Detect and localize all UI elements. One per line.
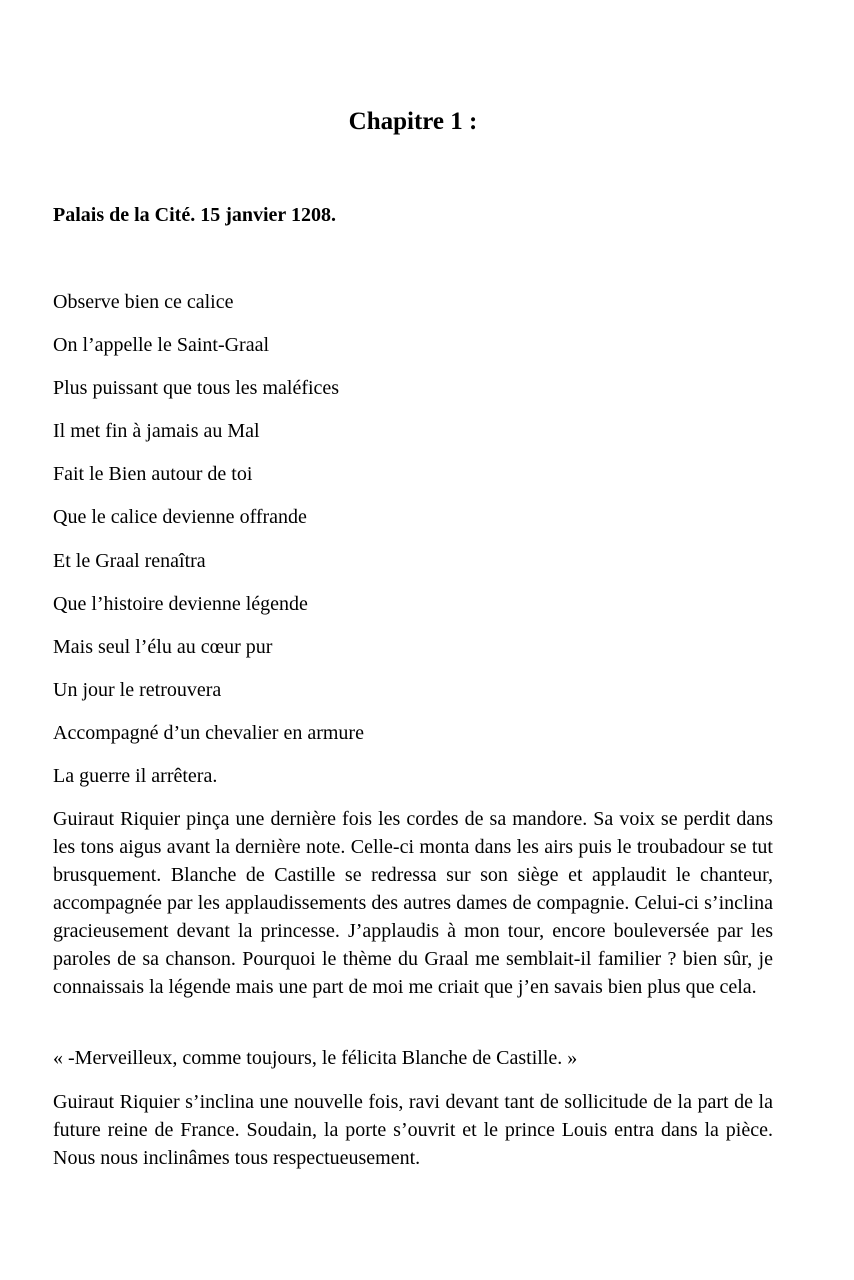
song-line: Il met fin à jamais au Mal [53,420,260,443]
song-line: Que l’histoire devienne légende [53,592,308,615]
song-line: Plus puissant que tous les maléfices [53,377,340,400]
song-line: La guerre il arrêtera. [53,765,218,788]
song-line: Et le Graal renaîtra [53,549,206,572]
song-line: Fait le Bien autour de toi [53,463,253,486]
paragraph: Guiraut Riquier pinça une dernière fois les cordes de sa mandore. Sa voix se perdit dans les tons aigus avant la dernière note. Celle-ci monta dans les airs puis le troubadour se tut brusquement. Blanche de Castille se redressa sur son siège et applaudit le chanteur, accompagnée par les applaudissements des autres dames de compagnie. Celui-ci s’inclina gracieusement devant la princesse. J’applaudis à mon tour, encore bouleversée par les paroles de sa chanson. Pourquoi le thème du Graal me semblait-il familier ? bien sûr, je connaissais la légende mais une part de moi me criait que j’en savais bien plus que cela. [53,808,773,998]
song-line: Mais seul l’élu au cœur pur [53,635,273,658]
song-line: Un jour le retrouvera [53,678,222,701]
paragraph: Guiraut Riquier s’inclina une nouvelle fois, ravi devant tant de sollicitude de la part de la future reine de France. Soudain, la porte s’ouvrit et le prince Louis entra dans la pièce. Nous nous inclinâmes tous respectueusement. [53,1091,773,1169]
dialogue-paragraph: « -Merveilleux, comme toujours, le félicita Blanche de Castille. » [53,1047,578,1069]
song-line: Observe bien ce calice [53,291,234,313]
song-line: Accompagné d’un chevalier en armure [53,721,364,744]
song-lyrics [53,289,364,806]
scene-heading: Palais de la Cité. 15 janvier 1208. [53,204,336,226]
song-line: Que le calice devienne offrande [53,506,307,529]
chapter-title: Chapitre 1 : [348,108,478,135]
song-line: On l’appelle le Saint-Graal [53,334,270,357]
